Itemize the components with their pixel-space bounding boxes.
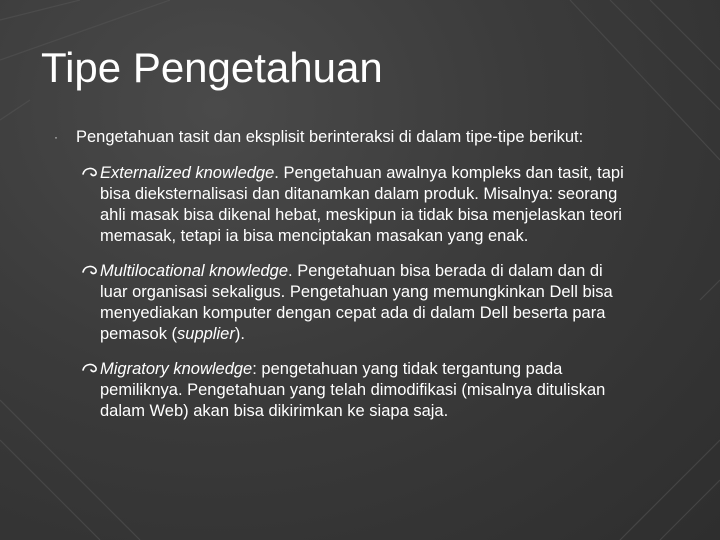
swirl-bullet-icon bbox=[81, 163, 99, 181]
dot-bullet-icon: · bbox=[54, 130, 58, 144]
list-item-multilocational bbox=[100, 261, 634, 345]
slide-content bbox=[54, 127, 634, 422]
item-term: Externalized knowledge bbox=[100, 164, 275, 182]
item-term: Migratory knowledge bbox=[100, 360, 253, 378]
item-italic-text: supplier bbox=[177, 325, 235, 343]
intro-text: Pengetahuan tasit dan eksplisit berinteraksi di dalam tipe-tipe berikut: bbox=[76, 128, 584, 146]
item-text: . Pengetahuan bisa berada di dalam dan di luar organisasi sekaligus. Pengetahuan yang memungkinkan Dell bisa menyediakan komputer dengan cepat ada di dalam Dell beserta para pemasok ( bbox=[100, 262, 613, 343]
swirl-bullet-icon bbox=[81, 359, 99, 377]
list-item-migratory bbox=[100, 359, 634, 422]
item-term: Multilocational knowledge bbox=[100, 262, 289, 280]
swirl-bullet-icon bbox=[81, 261, 99, 279]
intro-bullet bbox=[54, 127, 634, 148]
list-item-externalized bbox=[100, 163, 634, 247]
item-text: : pengetahuan yang tidak tergantung pada pemiliknya. Pengetahuan yang telah dimodifikasi (misalnya dituliskan dalam Web) akan bisa dikirimkan ke siapa saja. bbox=[100, 360, 606, 420]
item-text: . Pengetahuan awalnya kompleks dan tasit, tapi bisa dieksternalisasi dan ditanamkan dalam produk. Misalnya: seorang ahli masak bisa dikenal hebat, meskipun ia tidak bisa menjelaskan teori memasak, tetapi ia bisa menciptakan masakan yang enak. bbox=[100, 164, 624, 245]
slide-title: Tipe Pengetahuan bbox=[41, 44, 383, 91]
item-text-after: ). bbox=[234, 325, 245, 343]
